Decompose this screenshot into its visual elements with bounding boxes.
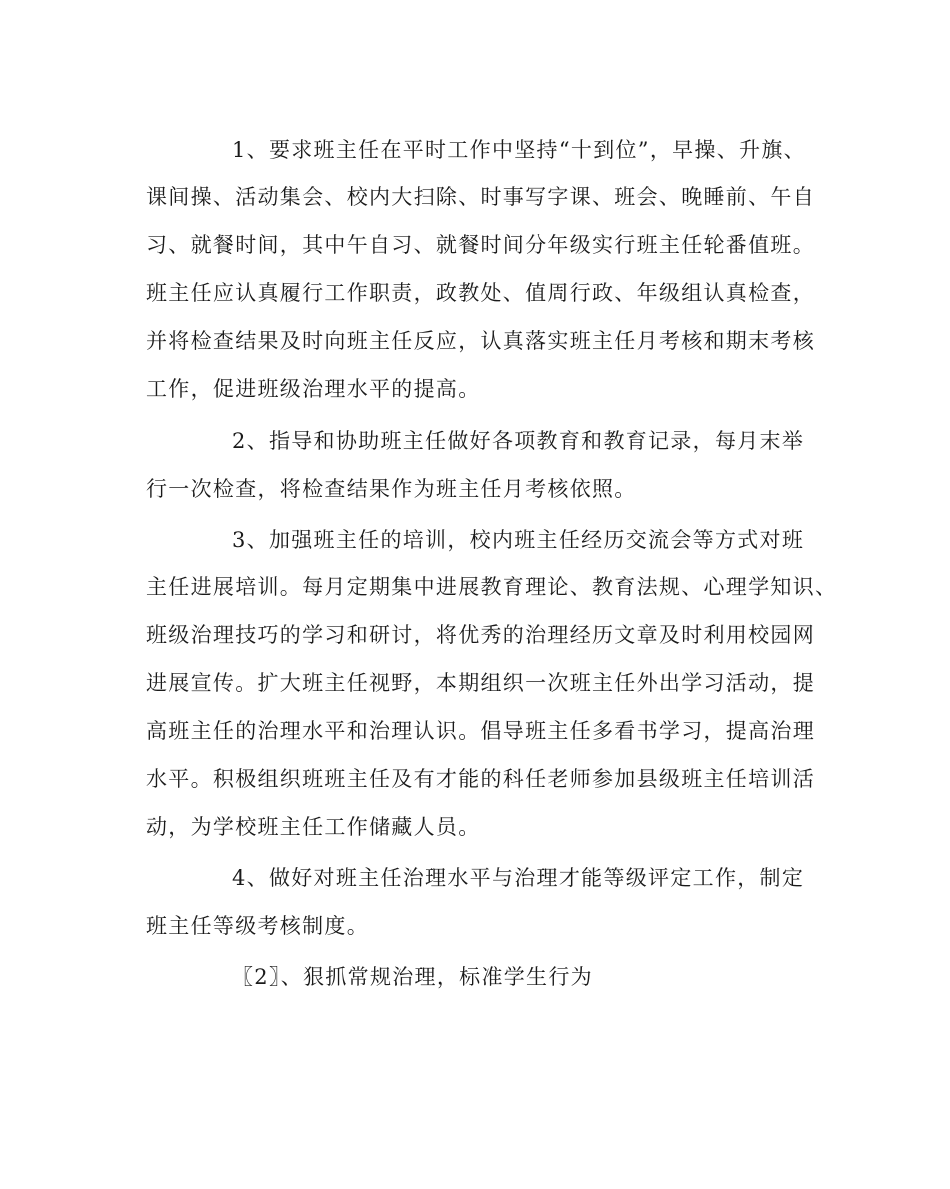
paragraph-2-line-1: 2、指导和协助班主任做好各项教育和教育记录，每月末举	[232, 429, 805, 453]
paragraph-1-line-4: 班主任应认真履行工作职责，政教处、值周行政、年级组认真检查，	[146, 281, 815, 305]
paragraph-3-line-1: 3、加强班主任的培训，校内班主任经历交流会等方式对班	[232, 528, 805, 552]
paragraph-3-line-4: 进展宣传。扩大班主任视野，本期组织一次班主任外出学习活动，提	[146, 671, 815, 695]
paragraph-3-line-6: 水平。积极组织班班主任及有才能的科任老师参加县级班主任培训活	[146, 767, 815, 791]
paragraph-3-line-2: 主任进展培训。每月定期集中进展教育理论、教育法规、心理学知识、	[146, 575, 838, 599]
paragraph-1-line-3: 习、就餐时间，其中午自习、就餐时间分年级实行班主任轮番值班。	[146, 233, 815, 257]
paragraph-1-line-5: 并将检查结果及时向班主任反应，认真落实班主任月考核和期末考核	[146, 329, 815, 353]
paragraph-3-line-5: 高班主任的治理水平和治理认识。倡导班主任多看书学习，提高治理	[146, 719, 815, 743]
section-heading: 〖2〗、狠抓常规治理，标准学生行为	[232, 965, 593, 989]
paragraph-4-line-1: 4、做好对班主任治理水平与治理才能等级评定工作，制定	[232, 866, 805, 890]
paragraph-1-line-2: 课间操、活动集会、校内大扫除、时事写字课、班会、晚睡前、午自	[146, 185, 815, 209]
paragraph-2-line-2: 行一次检查，将检查结果作为班主任月考核依照。	[146, 477, 637, 501]
paragraph-1-line-1: 1、要求班主任在平时工作中坚持“十到位”，早操、升旗、	[232, 138, 806, 162]
paragraph-4-line-2: 班主任等级考核制度。	[146, 914, 369, 938]
paragraph-1-line-6: 工作，促进班级治理水平的提高。	[146, 377, 481, 401]
paragraph-3-line-3: 班级治理技巧的学习和研讨，将优秀的治理经历文章及时利用校园网	[146, 623, 815, 647]
paragraph-3-line-7: 动，为学校班主任工作储藏人员。	[146, 815, 481, 839]
